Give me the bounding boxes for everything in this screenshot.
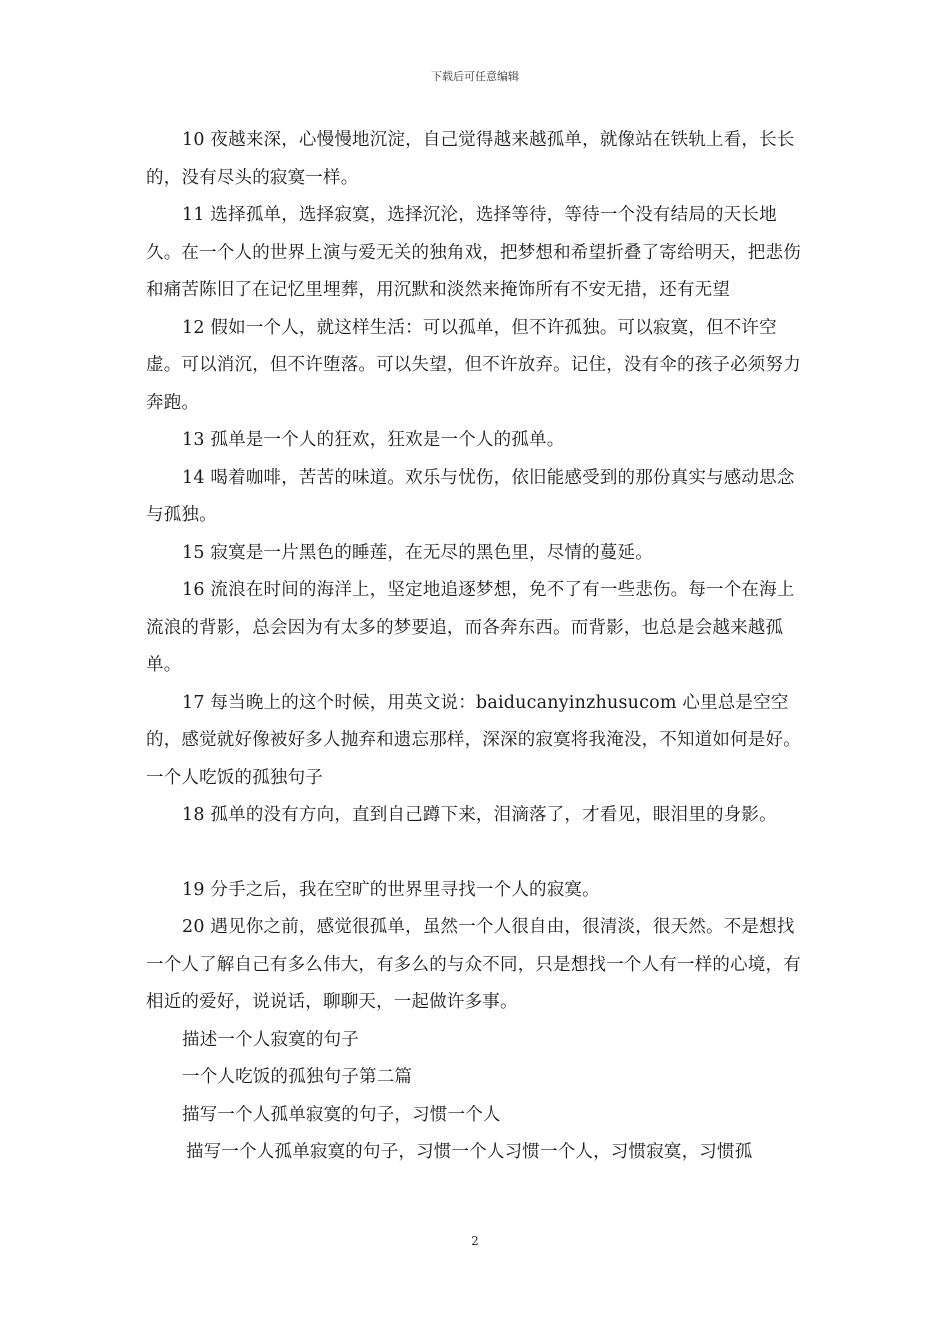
page-number: 2: [471, 1234, 479, 1248]
heading-describe-alone: 描写一个人孤单寂寞的句子，习惯一个人: [182, 1104, 501, 1125]
paragraph-15: 15 寂寞是一片黑色的睡莲，在无尽的黑色里，尽情的蔓延。: [182, 542, 653, 563]
heading-second-article: 一个人吃饭的孤独句子第二篇: [182, 1067, 413, 1087]
paragraph-12: 12 假如一个人，就这样生活：可以孤单，但不许孤独。可以寂寞，但不许空虚。可以消沉，但不许堕落。可以失望，但不许放弃。记住，没有伞的孩子必须努力奔跑。: [146, 317, 801, 413]
page-header: 下载后可任意编辑: [431, 70, 519, 83]
paragraph-16: 16 流浪在时间的海洋上，坚定地追逐梦想，免不了有一些悲伤。每一个在海上流浪的背影，总会因为有太多的梦要追，而各奔东西。而背影，也总是会越来越孤单。: [146, 580, 795, 675]
paragraph-20: 20 遇见你之前，感觉很孤单，虽然一个人很自由，很清淡，很天然。不是想找一个人了解自己有多么伟大，有多么的与众不同，只是想找一个人有一样的心境，有相近的爱好，说说话，聊聊天，一起做许多事。: [146, 917, 801, 1012]
paragraph-19: 19 分手之后，我在空旷的世界里寻找一个人的寂寞。: [182, 879, 600, 900]
paragraph-18: 18 孤单的没有方向，直到自己蹲下来，泪滴落了，才看见，眼泪里的身影。: [182, 805, 777, 825]
paragraph-10: 10 夜越来深，心慢慢地沉淀，自己觉得越来越孤单，就像站在铁轨上看，长长的，没有尽头的寂寞一样。: [146, 130, 795, 188]
paragraph-14: 14 喝着咖啡，苦苦的味道。欢乐与忧伤，依旧能感受到的那份真实与感动思念与孤独。: [146, 467, 795, 525]
paragraph-11: 11 选择孤单，选择寂寞，选择沉沦，选择等待，等待一个没有结局的天长地久。在一个人的世界上演与爱无关的独角戏，把梦想和希望折叠了寄给明天，把悲伤和痛苦陈旧了在记忆里埋葬，用沉默和淡然来掩饰所有不安无措，还有无望: [146, 205, 801, 300]
paragraph-continued: 描写一个人孤单寂寞的句子，习惯一个人习惯一个人，习惯寂寞，习惯孤: [186, 1142, 753, 1162]
document-body: [146, 122, 812, 1172]
paragraph-17: 17 每当晚上的这个时候，用英文说：baiducanyinzhusucom 心里总是空空的，感觉就好像被好多人抛弃和遗忘那样，深深的寂寞将我淹没，不知道如何是好。一个人吃饭的孤独句子: [146, 692, 801, 788]
paragraph-13: 13 孤单是一个人的狂欢，狂欢是一个人的孤单。: [182, 430, 565, 450]
heading-describe-loneliness: 描述一个人寂寞的句子: [182, 1029, 359, 1050]
